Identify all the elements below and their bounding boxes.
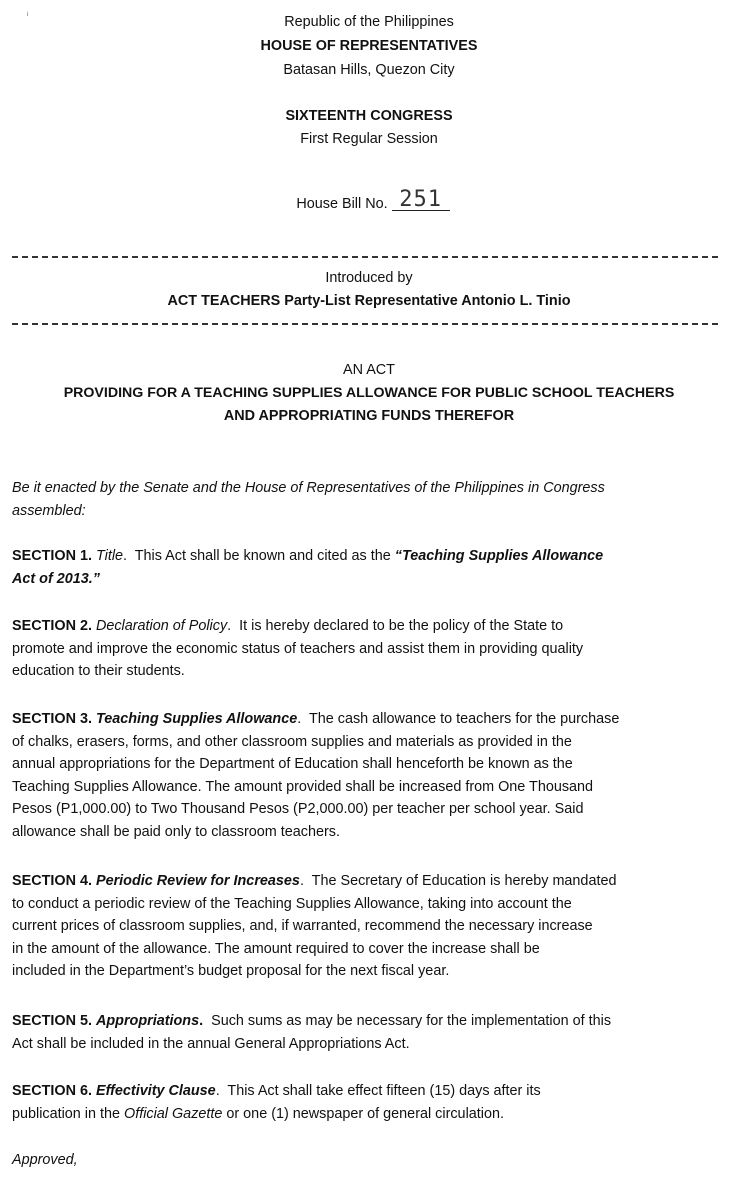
divider-bottom xyxy=(12,323,718,325)
act-title-line2: AND APPROPRIATING FUNDS THEREFOR xyxy=(223,408,515,424)
republic-line: Republic of the Philippines xyxy=(284,14,454,30)
bill-number: 251 xyxy=(392,190,450,211)
section-number: SECTION 6. xyxy=(12,1083,92,1099)
section-number: SECTION 3. xyxy=(12,711,92,727)
act-heading: AN ACT xyxy=(343,362,395,378)
enacting-clause: Be it enacted by the Senate and the House of Representatives of the Philippines in Congress assembled: xyxy=(12,480,605,519)
divider-top xyxy=(12,256,718,258)
section-1: SECTION 1. Title. This Act shall be known and cited as the “Teaching Supplies Allowance Act of 2013.” xyxy=(12,548,604,587)
session-line: First Regular Session xyxy=(300,131,438,147)
section-4: SECTION 4. Periodic Review for Increases. The Secretary of Education is hereby mandated to conduct a periodic review of the Teaching Supplies Allowance, taking into account the current prices of classroom supplies, and, if warranted, recommend the necessary increase in the amount of the allowance. The amount required to cover the increase shall be included in the Department’s budget proposal for the next fiscal year. xyxy=(12,873,617,979)
bill-number-line xyxy=(4,187,738,213)
section-title: Declaration of Policy xyxy=(95,618,228,634)
section-6: SECTION 6. Effectivity Clause. This Act shall take effect fifteen (15) days after its publication in the Official Gazette or one (1) newspaper of general circulation. xyxy=(12,1083,541,1122)
section-number: SECTION 2. xyxy=(12,618,92,634)
house-line: HOUSE OF REPRESENTATIVES xyxy=(260,38,478,54)
section-title: Periodic Review for Increases xyxy=(95,873,300,889)
section-3: SECTION 3. Teaching Supplies Allowance. The cash allowance to teachers for the purchase of chalks, erasers, forms, and other classroom supplies and materials as provided in the annual appropriations for the Department of Education shall henceforth be known as the Teaching Supplies Allowance. The amount provided shall be increased from One Thousand Pesos (P1,000.00) to Two Thousand Pesos (P2,000.00) per teacher per school year. Said allowance shall be paid only to classroom teachers. xyxy=(12,711,620,840)
corner-mark: i xyxy=(27,12,29,18)
section-number: SECTION 4. xyxy=(12,873,92,889)
address-line: Batasan Hills, Quezon City xyxy=(283,62,455,78)
section-title: Title xyxy=(95,548,124,564)
official-gazette: Official Gazette xyxy=(124,1105,223,1122)
section-2: SECTION 2. Declaration of Policy. It is hereby declared to be the policy of the State to promote and improve the economic status of teachers and assist them in providing quality education to their students. xyxy=(12,618,584,679)
bill-label: House Bill No. xyxy=(296,196,388,212)
section-title: Appropriations xyxy=(95,1013,200,1029)
introduced-label: Introduced by xyxy=(325,270,413,286)
congress-line: SIXTEENTH CONGRESS xyxy=(285,108,453,124)
section-5: SECTION 5. Appropriations. Such sums as may be necessary for the implementation of this Act shall be included in the annual General Appropriations Act. xyxy=(12,1013,612,1052)
section-title: Teaching Supplies Allowance xyxy=(95,711,298,727)
section-number: SECTION 5. xyxy=(12,1013,92,1029)
act-title-line1: PROVIDING FOR A TEACHING SUPPLIES ALLOWANCE FOR PUBLIC SCHOOL TEACHERS xyxy=(63,385,675,401)
closing-approved: Approved, xyxy=(12,1152,78,1168)
section-number: SECTION 1. xyxy=(12,548,92,564)
author-line: ACT TEACHERS Party-List Representative Antonio L. Tinio xyxy=(167,293,571,309)
section-title: Effectivity Clause xyxy=(95,1083,216,1099)
